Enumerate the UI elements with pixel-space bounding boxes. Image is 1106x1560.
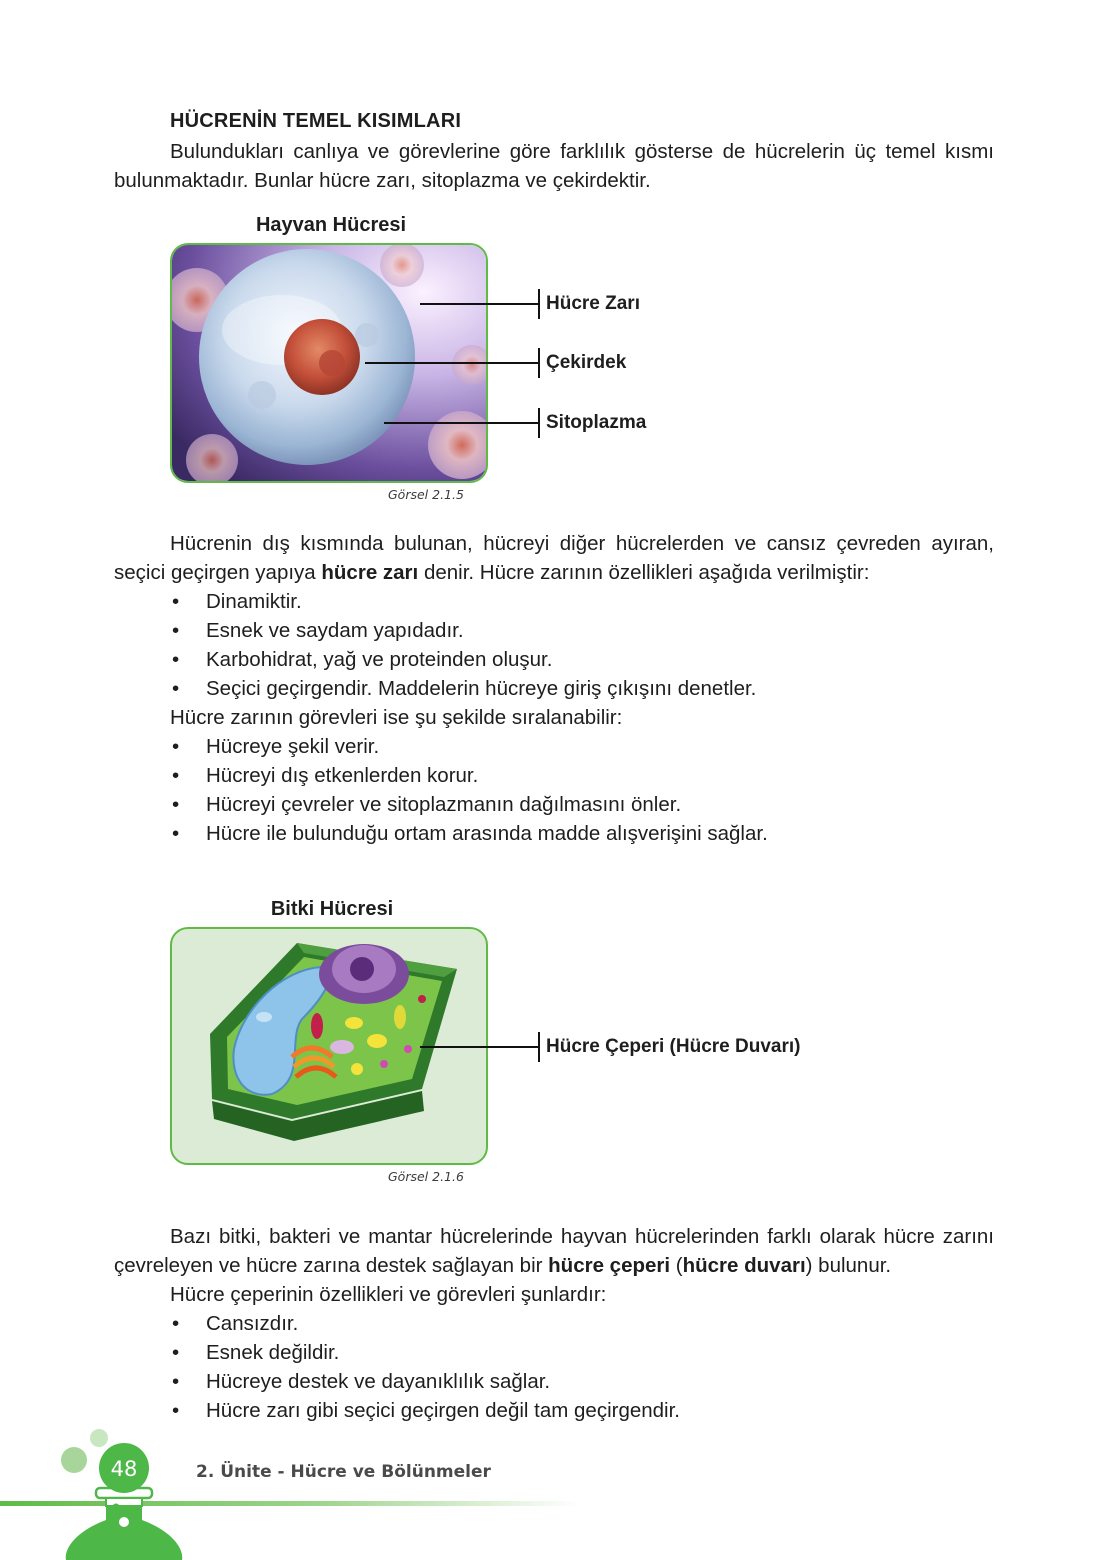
cell-wall-features-list	[170, 1309, 990, 1425]
leader-line-nucleus	[365, 362, 538, 364]
figure2-title: Bitki Hücresi	[270, 898, 394, 920]
intro-paragraph: Bulundukları canlıya ve görevlerine göre farklılık gösterse de hücrelerin üç temel kısmı bulunmaktadır. Bunlar hücre zarı, sitoplazma ve çekirdektir.	[114, 140, 994, 192]
figure1-title: Hayvan Hücresi	[255, 214, 407, 236]
section-heading: HÜCRENİN TEMEL KISIMLARI	[170, 110, 462, 132]
leader-tick	[538, 289, 540, 319]
membrane-paragraph: Hücrenin dış kısmında bulunan, hücreyi diğer hücrelerden ve cansız çevreden ayıran, seçici geçirgen yapıya hücre zarı denir. Hücre zarının özellikleri aşağıda verilmiştir:	[114, 532, 994, 584]
list-item: • Hücre ile bulunduğu ortam arasında madde alışverişini sağlar.	[170, 819, 990, 848]
figure1-caption: Görsel 2.1.5	[388, 487, 464, 502]
list-item: • Esnek ve saydam yapıdadır.	[170, 616, 990, 645]
label-nucleus: Çekirdek	[546, 352, 627, 373]
figure2-caption: Görsel 2.1.6	[388, 1169, 464, 1184]
leader-tick	[538, 1032, 540, 1062]
term-cell-wall-alt: hücre duvarı	[682, 1254, 806, 1277]
leader-line-cytoplasm	[384, 422, 538, 424]
cell-wall-intro: Hücre çeperinin özellikleri ve görevleri şunlardır:	[170, 1283, 607, 1306]
leader-line-membrane	[420, 303, 538, 305]
term-cell-wall: hücre çeperi	[548, 1254, 671, 1277]
leader-tick	[538, 348, 540, 378]
list-item: • Hücreye destek ve dayanıklılık sağlar.	[170, 1367, 990, 1396]
leader-tick	[538, 408, 540, 438]
page-number: 48	[110, 1457, 138, 1481]
list-item: • Seçici geçirgendir. Maddelerin hücreye giriş çıkışını denetler.	[170, 674, 990, 703]
list-item: • Hücre zarı gibi seçici geçirgen değil tam geçirgendir.	[170, 1396, 990, 1425]
cell-wall-paragraph: Bazı bitki, bakteri ve mantar hücrelerinde hayvan hücrelerinden farklı olarak hücre zarını çevreleyen ve hücre zarına destek sağlayan bir hücre çeperi (hücre duvarı) bulunur.	[114, 1225, 994, 1277]
list-item: • Hücreyi dış etkenlerden korur.	[170, 761, 990, 790]
label-cytoplasm: Sitoplazma	[546, 412, 647, 433]
label-cell-wall: Hücre Çeperi (Hücre Duvarı)	[546, 1036, 801, 1057]
term-cell-membrane: hücre zarı	[321, 561, 419, 584]
membrane-features-list	[170, 587, 990, 703]
list-item: • Hücreye şekil verir.	[170, 732, 990, 761]
leader-line-cell-wall	[420, 1046, 538, 1048]
list-item: • Karbohidrat, yağ ve proteinden oluşur.	[170, 645, 990, 674]
list-item: • Hücreyi çevreler ve sitoplazmanın dağılmasını önler.	[170, 790, 990, 819]
list-item: • Dinamiktir.	[170, 587, 990, 616]
label-cell-membrane: Hücre Zarı	[546, 293, 640, 314]
footer-unit-title: 2. Ünite - Hücre ve Bölünmeler	[196, 1462, 491, 1482]
list-item: • Esnek değildir.	[170, 1338, 990, 1367]
list-item: • Cansızdır.	[170, 1309, 990, 1338]
membrane-duties-list	[170, 732, 990, 848]
membrane-duties-intro: Hücre zarının görevleri ise şu şekilde sıralanabilir:	[170, 706, 623, 729]
